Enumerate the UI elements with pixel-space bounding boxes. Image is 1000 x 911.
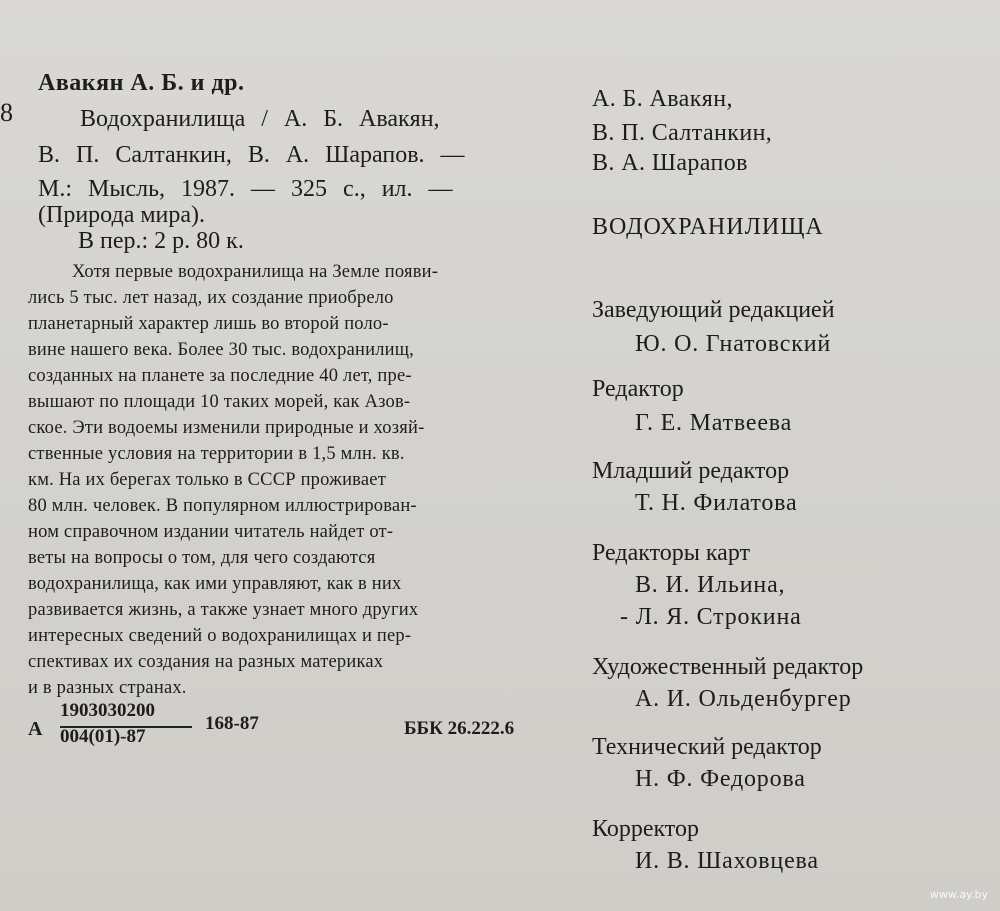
abstract-line: ское. Эти водоемы изменили природные и хозяй- (28, 418, 425, 438)
catalog-denominator: 004(01)-87 (60, 726, 146, 747)
credit-name: Г. Е. Матвеева (635, 410, 793, 436)
credit-role: Редактор (592, 376, 684, 402)
abstract-line: спективах их создания на разных материках (28, 652, 384, 672)
abstract-line: Хотя первые водохранилища на Земле появи- (72, 262, 439, 282)
catalog-code: 168-87 (205, 713, 259, 734)
credit-role: Художественный редактор (592, 654, 864, 680)
abstract-line: планетарный характер лишь во второй поло- (28, 314, 389, 334)
author-heading: Авакян А. Б. и др. (38, 70, 245, 96)
credit-role: Редакторы карт (592, 540, 750, 566)
abstract-line: интересных сведений о водохранилищах и пер- (28, 626, 412, 646)
catalog-numerator: 1903030200 (60, 700, 155, 721)
credit-name: Ю. О. Гнатовский (635, 331, 831, 357)
credit-role: Младший редактор (592, 458, 790, 484)
price-line: В пер.: 2 р. 80 к. (78, 228, 244, 254)
abstract-line: вине нашего века. Более 30 тыс. водохранилищ, (28, 340, 415, 360)
credit-role: Заведующий редакцией (592, 297, 835, 323)
abstract-line: развивается жизнь, а также узнает много других (28, 600, 419, 620)
credit-role: Технический редактор (592, 734, 822, 760)
abstract-line: ном справочном издании читатель найдет от- (28, 522, 394, 542)
credit-name: А. И. Ольденбургер (635, 686, 852, 712)
credit-author: В. П. Салтанкин, (592, 120, 773, 146)
abstract-line: лись 5 тыс. лет назад, их создание приобрело (28, 288, 394, 308)
catalog-letter: А (28, 718, 43, 740)
watermark: www.ay.by (929, 888, 988, 901)
bib-line: (Природа мира). (38, 202, 206, 228)
abstract-line: веты на вопросы о том, для чего создаются (28, 548, 376, 568)
abstract-line: созданных на планете за последние 40 лет, пре- (28, 366, 412, 386)
abstract-line: 80 млн. человек. В популярном иллюстрирован- (28, 496, 417, 516)
credit-name: И. В. Шаховцева (635, 848, 819, 874)
credit-author: А. Б. Авакян, (592, 86, 733, 112)
bbk-code: ББК 26.222.6 (404, 718, 515, 739)
bib-line: М.: Мысль, 1987. — 325 с., ил. — (38, 176, 453, 202)
credit-name: В. И. Ильина, (635, 572, 786, 598)
credit-name: - Л. Я. Строкина (620, 604, 802, 630)
credit-name: Н. Ф. Федорова (635, 766, 806, 792)
book-title: ВОДОХРАНИЛИЩА (592, 214, 824, 240)
bib-line: В. П. Салтанкин, В. А. Шарапов. — (38, 142, 465, 168)
bib-line: Водохранилища / А. Б. Авакян, (80, 106, 440, 132)
abstract-line: км. На их берегах только в СССР проживает (28, 470, 386, 490)
credit-author: В. А. Шарапов (592, 150, 748, 176)
margin-mark: 8 (0, 98, 13, 127)
credit-role: Корректор (592, 816, 699, 842)
abstract-line: вышают по площади 10 таких морей, как Азов- (28, 392, 411, 412)
credit-name: Т. Н. Филатова (635, 490, 798, 516)
abstract-last-line: и в разных странах. (28, 678, 187, 698)
abstract-line: ственные условия на территории в 1,5 млн. кв. (28, 444, 405, 464)
abstract-line: водохранилища, как ими управляют, как в них (28, 574, 402, 594)
